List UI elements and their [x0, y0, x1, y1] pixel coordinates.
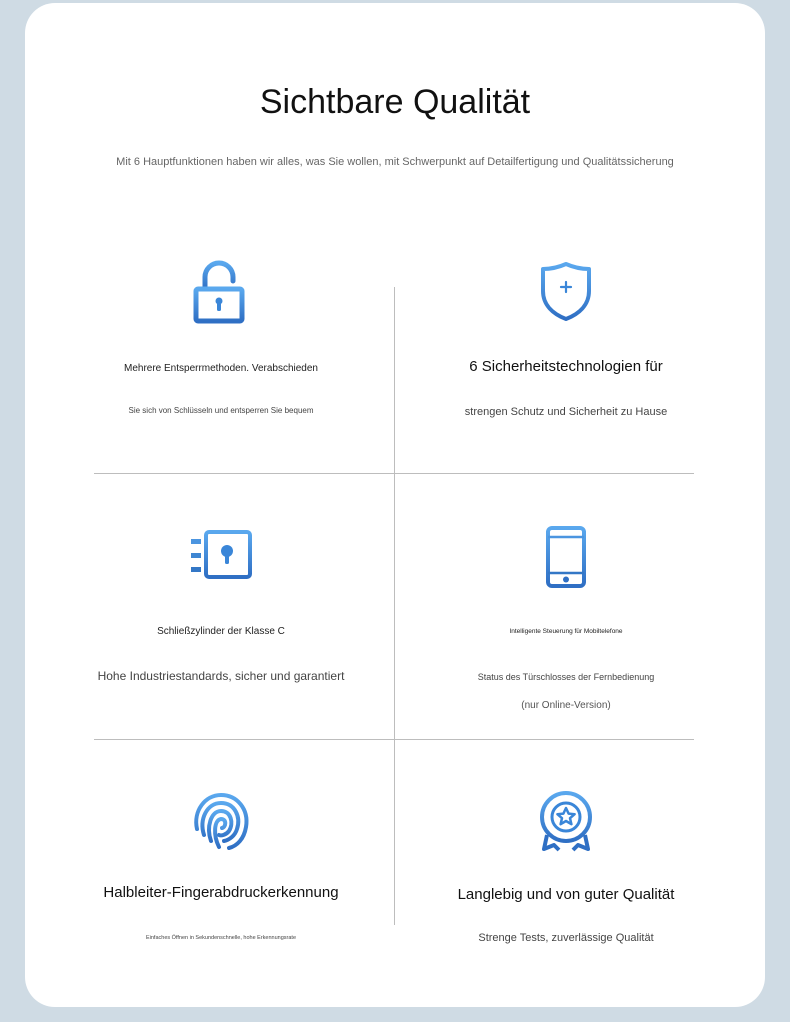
feature-title: 6 Sicherheitstechnologien für — [469, 358, 663, 375]
grid-divider-vertical — [394, 287, 395, 925]
smartphone-icon — [545, 525, 587, 589]
fingerprint-icon — [189, 789, 253, 851]
padlock-icon — [189, 259, 249, 325]
feature-card — [25, 3, 765, 1007]
feature-description: Status des Türschlosses der Fernbedienung — [477, 672, 655, 682]
page-title: Sichtbare Qualität — [259, 83, 531, 121]
feature-description: strengen Schutz und Sicherheit zu Hause — [464, 406, 668, 418]
feature-description: Einfaches Öffnen in Sekundenschnelle, hohe Erkennungsrate — [145, 935, 297, 941]
feature-note: (nur Online-Version) — [521, 700, 611, 711]
feature-title: Schließzylinder der Klasse C — [157, 626, 285, 637]
grid-divider-horizontal — [94, 473, 694, 474]
feature-title: Mehrere Entsperrmethoden. Verabschieden — [123, 363, 318, 374]
shield-icon — [537, 259, 595, 323]
quality-badge-icon — [537, 789, 595, 853]
feature-description: Strenge Tests, zuverlässige Qualität — [478, 932, 654, 944]
feature-description: Sie sich von Schlüsseln und entsperren Sie bequem — [128, 406, 314, 415]
page-subtitle: Mit 6 Hauptfunktionen haben wir alles, was Sie wollen, mit Schwerpunkt auf Detailfertigung und Qualitätssicherung — [116, 156, 674, 168]
feature-title: Intelligente Steuerung für Mobiltelefone — [509, 628, 623, 635]
lock-cylinder-icon — [190, 521, 256, 591]
feature-title: Halbleiter-Fingerabdruckerkennung — [103, 884, 339, 901]
feature-title: Langlebig und von guter Qualität — [457, 886, 675, 903]
grid-divider-horizontal — [94, 739, 694, 740]
feature-description: Hohe Industriestandards, sicher und garantiert — [97, 669, 345, 683]
